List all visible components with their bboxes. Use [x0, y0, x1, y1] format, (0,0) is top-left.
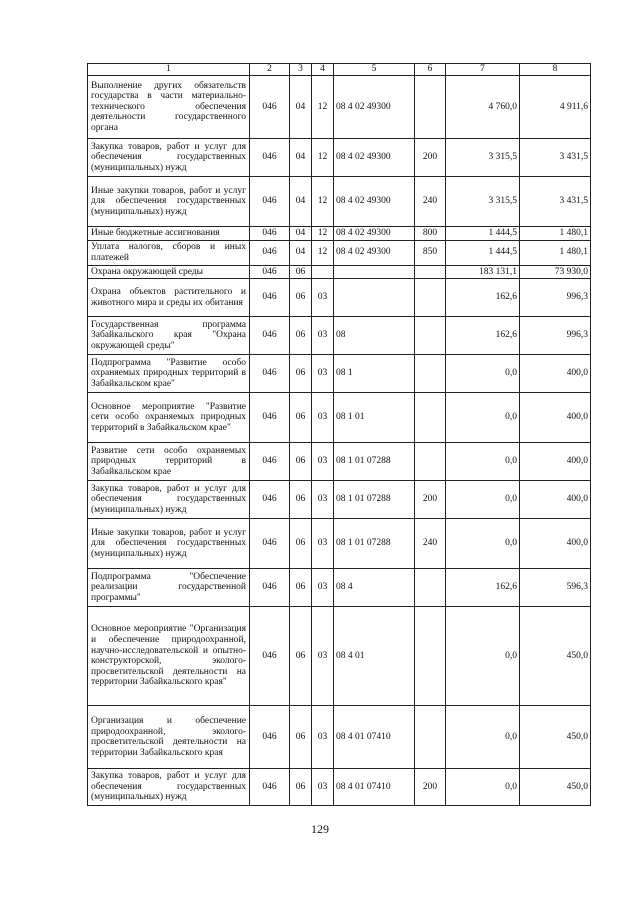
row-label: Основное мероприятие "Организация и обеспечение природоохранной, научно-исследовательской и опытно-конструкторской, эколого-просветительской деятельности на территории Забайкальского края": [88, 607, 250, 706]
admin-code: 046: [250, 443, 290, 481]
expense-type-code: [415, 706, 446, 769]
section-code: 06: [290, 607, 312, 706]
section-code: 04: [290, 177, 312, 227]
section-code: 06: [290, 769, 312, 806]
amount-year-1: 162,6: [446, 317, 520, 355]
admin-code: 046: [250, 177, 290, 227]
subsection-code: 03: [312, 706, 334, 769]
subsection-code: 03: [312, 607, 334, 706]
amount-year-2: 1 480,1: [520, 240, 591, 265]
row-label: Охрана объектов растительного и животного мира и среды их обитания: [88, 279, 250, 317]
table-row: [88, 139, 591, 177]
target-article-code: 08 1 01 07288: [334, 519, 415, 569]
table-row: [88, 279, 591, 317]
table-row: [88, 569, 591, 607]
row-label: Охрана окружающей среды: [88, 265, 250, 279]
budget-table: [87, 63, 591, 806]
target-article-code: 08 4: [334, 569, 415, 607]
table-row: [88, 393, 591, 443]
row-label: Иные закупки товаров, работ и услуг для обеспечения государственных (муниципальных) нужд: [88, 177, 250, 227]
admin-code: 046: [250, 519, 290, 569]
header-cell: 7: [446, 64, 520, 76]
expense-type-code: [415, 393, 446, 443]
row-label: Закупка товаров, работ и услуг для обеспечения государственных (муниципальных) нужд: [88, 769, 250, 806]
amount-year-1: 162,6: [446, 569, 520, 607]
expense-type-code: [415, 265, 446, 279]
table-row: [88, 355, 591, 393]
target-article-code: 08 1: [334, 355, 415, 393]
amount-year-2: 400,0: [520, 481, 591, 519]
amount-year-1: 162,6: [446, 279, 520, 317]
section-code: 06: [290, 393, 312, 443]
amount-year-2: 996,3: [520, 317, 591, 355]
amount-year-1: 3 315,5: [446, 177, 520, 227]
table-row: [88, 481, 591, 519]
section-code: 04: [290, 227, 312, 241]
row-label: Закупка товаров, работ и услуг для обеспечения государственных (муниципальных) нужд: [88, 139, 250, 177]
subsection-code: 03: [312, 279, 334, 317]
admin-code: 046: [250, 76, 290, 139]
amount-year-2: 400,0: [520, 393, 591, 443]
header-cell: 3: [290, 64, 312, 76]
amount-year-2: 73 930,0: [520, 265, 591, 279]
section-code: 06: [290, 569, 312, 607]
subsection-code: 03: [312, 443, 334, 481]
table-row: [88, 519, 591, 569]
header-cell: 5: [334, 64, 415, 76]
admin-code: 046: [250, 265, 290, 279]
amount-year-1: 0,0: [446, 355, 520, 393]
admin-code: 046: [250, 706, 290, 769]
row-label: Уплата налогов, сборов и иных платежей: [88, 240, 250, 265]
section-code: 04: [290, 139, 312, 177]
header-cell: 2: [250, 64, 290, 76]
amount-year-2: 450,0: [520, 706, 591, 769]
subsection-code: 12: [312, 177, 334, 227]
amount-year-1: 1 444,5: [446, 227, 520, 241]
target-article-code: 08 4 01 07410: [334, 706, 415, 769]
table-row: [88, 443, 591, 481]
header-cell: 1: [88, 64, 250, 76]
amount-year-2: 450,0: [520, 769, 591, 806]
subsection-code: 03: [312, 355, 334, 393]
admin-code: 046: [250, 227, 290, 241]
table-row: [88, 240, 591, 265]
subsection-code: 03: [312, 569, 334, 607]
subsection-code: 03: [312, 393, 334, 443]
header-cell: 4: [312, 64, 334, 76]
target-article-code: 08 4 02 49300: [334, 227, 415, 241]
amount-year-2: 1 480,1: [520, 227, 591, 241]
amount-year-2: 3 431,5: [520, 177, 591, 227]
row-label: Организация и обеспечение природоохранной, эколого-просветительской деятельности на территории Забайкальского края: [88, 706, 250, 769]
target-article-code: 08 1 01 07288: [334, 481, 415, 519]
expense-type-code: [415, 279, 446, 317]
expense-type-code: [415, 76, 446, 139]
expense-type-code: [415, 317, 446, 355]
expense-type-code: 200: [415, 481, 446, 519]
amount-year-2: 450,0: [520, 607, 591, 706]
expense-type-code: [415, 569, 446, 607]
expense-type-code: [415, 443, 446, 481]
table-row: [88, 177, 591, 227]
expense-type-code: 200: [415, 769, 446, 806]
amount-year-1: 1 444,5: [446, 240, 520, 265]
admin-code: 046: [250, 240, 290, 265]
amount-year-2: 996,3: [520, 279, 591, 317]
amount-year-1: 4 760,0: [446, 76, 520, 139]
admin-code: 046: [250, 481, 290, 519]
amount-year-2: 596,3: [520, 569, 591, 607]
admin-code: 046: [250, 607, 290, 706]
subsection-code: 03: [312, 769, 334, 806]
target-article-code: 08 4 01: [334, 607, 415, 706]
page-number: 129: [311, 822, 329, 836]
expense-type-code: 850: [415, 240, 446, 265]
table-row: [88, 76, 591, 139]
subsection-code: 12: [312, 227, 334, 241]
table-row: [88, 227, 591, 241]
target-article-code: [334, 279, 415, 317]
table-row: [88, 607, 591, 706]
section-code: 06: [290, 443, 312, 481]
table-row: [88, 769, 591, 806]
amount-year-1: 0,0: [446, 769, 520, 806]
amount-year-2: 400,0: [520, 519, 591, 569]
section-code: 04: [290, 240, 312, 265]
target-article-code: 08 4 02 49300: [334, 139, 415, 177]
admin-code: 046: [250, 355, 290, 393]
section-code: 06: [290, 706, 312, 769]
row-label: Закупка товаров, работ и услуг для обеспечения государственных (муниципальных) нужд: [88, 481, 250, 519]
amount-year-1: 0,0: [446, 481, 520, 519]
table-row: [88, 265, 591, 279]
target-article-code: 08 4 02 49300: [334, 76, 415, 139]
row-label: Государственная программа Забайкальского края "Охрана окружающей среды": [88, 317, 250, 355]
amount-year-2: 400,0: [520, 355, 591, 393]
subsection-code: 12: [312, 76, 334, 139]
expense-type-code: [415, 607, 446, 706]
amount-year-2: 3 431,5: [520, 139, 591, 177]
admin-code: 046: [250, 279, 290, 317]
subsection-code: [312, 265, 334, 279]
admin-code: 046: [250, 317, 290, 355]
row-label: Основное мероприятие "Развитие сети особо охраняемых природных территорий в Забайкальском крае": [88, 393, 250, 443]
expense-type-code: 240: [415, 519, 446, 569]
section-code: 06: [290, 265, 312, 279]
subsection-code: 03: [312, 519, 334, 569]
row-label: Подпрограмма "Развитие особо охраняемых природных территорий в Забайкальском крае": [88, 355, 250, 393]
row-label: Развитие сети особо охраняемых природных территорий в Забайкальском крае: [88, 443, 250, 481]
amount-year-1: 183 131,1: [446, 265, 520, 279]
subsection-code: 12: [312, 240, 334, 265]
table-row: [88, 317, 591, 355]
expense-type-code: 800: [415, 227, 446, 241]
subsection-code: 03: [312, 481, 334, 519]
section-code: 04: [290, 76, 312, 139]
expense-type-code: 200: [415, 139, 446, 177]
section-code: 06: [290, 481, 312, 519]
expense-type-code: 240: [415, 177, 446, 227]
target-article-code: 08 4 01 07410: [334, 769, 415, 806]
amount-year-1: 0,0: [446, 706, 520, 769]
amount-year-1: 3 315,5: [446, 139, 520, 177]
admin-code: 046: [250, 139, 290, 177]
admin-code: 046: [250, 569, 290, 607]
target-article-code: 08 4 02 49300: [334, 177, 415, 227]
target-article-code: 08 4 02 49300: [334, 240, 415, 265]
admin-code: 046: [250, 393, 290, 443]
target-article-code: 08 1 01 07288: [334, 443, 415, 481]
subsection-code: 12: [312, 139, 334, 177]
subsection-code: 03: [312, 317, 334, 355]
amount-year-1: 0,0: [446, 443, 520, 481]
row-label: Выполнение других обязательств государства в части материально-технического обеспечения деятельности государственного органа: [88, 76, 250, 139]
header-cell: 8: [520, 64, 591, 76]
amount-year-1: 0,0: [446, 607, 520, 706]
table-header-row: [88, 64, 591, 76]
admin-code: 046: [250, 769, 290, 806]
section-code: 06: [290, 317, 312, 355]
target-article-code: 08 1 01: [334, 393, 415, 443]
expense-type-code: [415, 355, 446, 393]
header-cell: 6: [415, 64, 446, 76]
section-code: 06: [290, 355, 312, 393]
target-article-code: 08: [334, 317, 415, 355]
target-article-code: [334, 265, 415, 279]
amount-year-2: 4 911,6: [520, 76, 591, 139]
row-label: Иные бюджетные ассигнования: [88, 227, 250, 241]
table-row: [88, 706, 591, 769]
section-code: 06: [290, 519, 312, 569]
amount-year-1: 0,0: [446, 519, 520, 569]
amount-year-1: 0,0: [446, 393, 520, 443]
row-label: Иные закупки товаров, работ и услуг для обеспечения государственных (муниципальных) нужд: [88, 519, 250, 569]
section-code: 06: [290, 279, 312, 317]
amount-year-2: 400,0: [520, 443, 591, 481]
row-label: Подпрограмма "Обеспечение реализации государственной программы": [88, 569, 250, 607]
